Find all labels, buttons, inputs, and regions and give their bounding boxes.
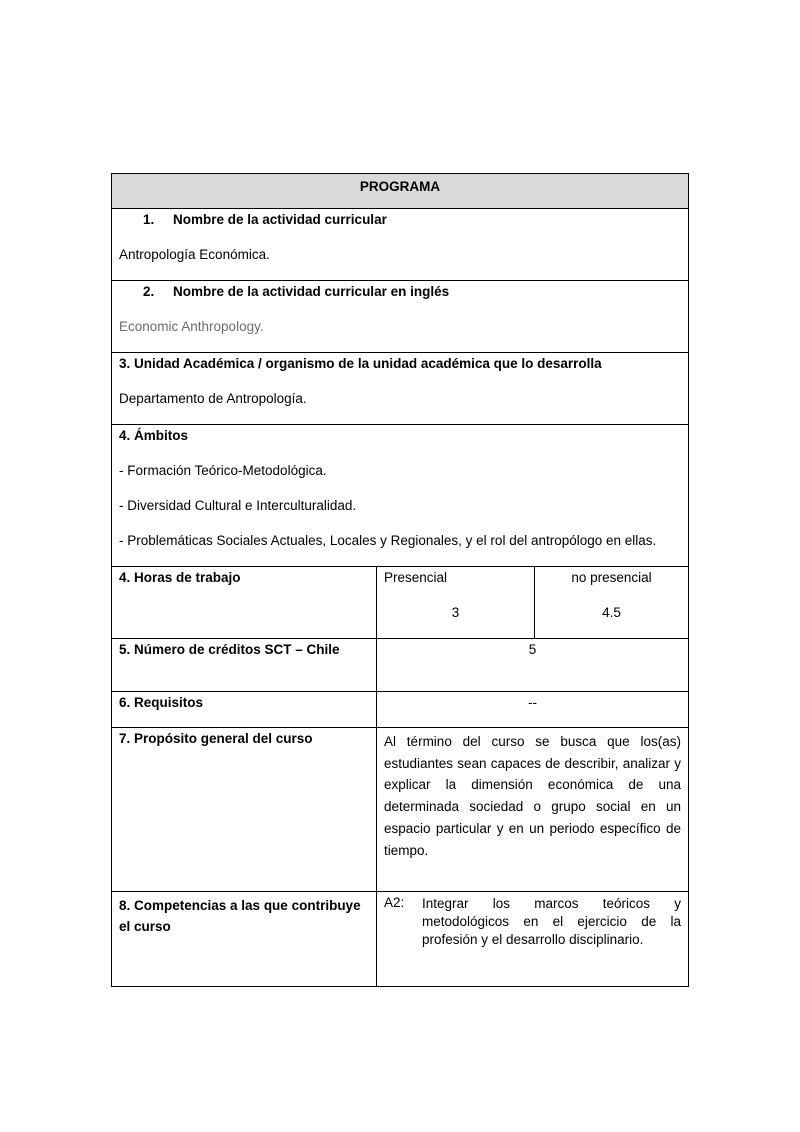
ambito-item: - Formación Teórico-Metodológica. — [119, 463, 327, 478]
no-presencial-label: no presencial — [571, 570, 652, 585]
academic-unit-title: 3. Unidad Académica / organismo de la unidad académica que lo desarrolla — [119, 356, 602, 371]
credits-label: 5. Número de créditos SCT – Chile — [119, 642, 340, 657]
presencial-label: Presencial — [384, 570, 448, 585]
academic-unit-value: Departamento de Antropología. — [119, 391, 307, 406]
purpose-value-cell — [377, 728, 689, 892]
work-hours-label: 4. Horas de trabajo — [119, 570, 241, 585]
credits-value: 5 — [528, 642, 537, 657]
purpose-label: 7. Propósito general del curso — [119, 731, 313, 746]
section-activity-name-english — [112, 281, 689, 353]
program-document — [111, 173, 688, 987]
competencies-label-cell — [112, 892, 377, 987]
competency-code: A2: — [384, 895, 405, 910]
section-title — [119, 212, 681, 233]
no-presencial-cell — [535, 567, 689, 639]
requirements-value-cell — [377, 692, 689, 728]
section-number: 1. — [143, 212, 155, 227]
section-title — [119, 284, 681, 305]
presencial-value: 3 — [451, 605, 460, 620]
ambito-item: - Diversidad Cultural e Interculturalidad. — [119, 498, 357, 513]
work-hours-label-cell — [112, 567, 377, 639]
section-ambitos — [112, 425, 689, 567]
section-number: 2. — [143, 284, 155, 299]
section-title-text: Nombre de la actividad curricular en inglés — [173, 284, 450, 299]
activity-name-english-value: Economic Anthropology. — [119, 319, 264, 334]
credits-value-cell — [377, 639, 689, 692]
program-header: PROGRAMA — [112, 174, 689, 209]
section-title-text: Nombre de la actividad curricular — [173, 212, 387, 227]
requirements-value: -- — [528, 695, 537, 710]
ambitos-title: 4. Ámbitos — [119, 428, 189, 443]
requirements-label: 6. Requisitos — [119, 695, 204, 710]
program-table — [111, 173, 689, 987]
competencies-value-cell — [377, 892, 689, 987]
no-presencial-value: 4.5 — [602, 605, 621, 620]
presencial-cell — [377, 567, 535, 639]
activity-name-value: Antropología Económica. — [119, 247, 270, 262]
ambito-item: - Problemáticas Sociales Actuales, Locales y Regionales, y el rol del antropólogo en ellas. — [119, 533, 657, 548]
section-activity-name — [112, 209, 689, 281]
requirements-label-cell — [112, 692, 377, 728]
section-academic-unit — [112, 353, 689, 425]
purpose-label-cell — [112, 728, 377, 892]
purpose-value: Al término del curso se busca que los(as) estudiantes sean capaces de describir, analizar y explicar la dimensión económica de una determinada sociedad o grupo social en un espacio particular y en un periodo específico de tiempo. — [384, 734, 682, 858]
credits-label-cell — [112, 639, 377, 692]
competencies-label: 8. Competencias a las que contribuye el curso — [119, 898, 361, 934]
competency-text: Integrar los marcos teóricos y metodológicos en el ejercicio de la profesión y el desarrollo disciplinario. — [422, 896, 682, 947]
